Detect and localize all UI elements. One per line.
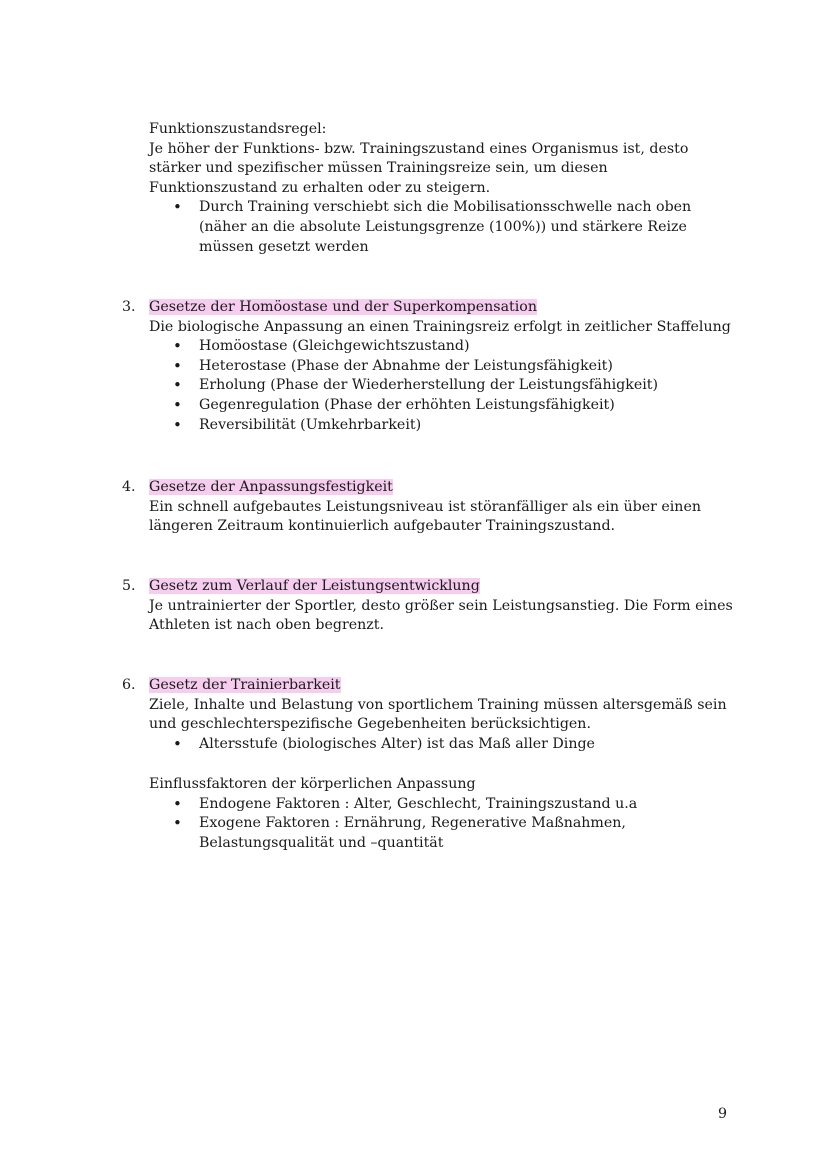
- intro-line: stärker und spezifischer müssen Trainingsreize sein, um diesen: [149, 160, 608, 177]
- factors-block: [149, 775, 749, 853]
- section5-block: [149, 577, 749, 636]
- section3-number: 3.: [122, 299, 136, 315]
- section3-heading: Gesetze der Homöostase und der Superkompensation: [149, 299, 537, 315]
- section5-line: Athleten ist nach oben begrenzt.: [149, 617, 384, 634]
- section4-line: Ein schnell aufgebautes Leistungsniveau ist störanfälliger als ein über einen: [149, 498, 701, 515]
- factors-bullet-line: Belastungsqualität und –quantität: [199, 834, 444, 851]
- section6-number: 6.: [122, 677, 136, 693]
- section3-bullet: • Gegenregulation (Phase der erhöhten Leistungsfähigkeit): [149, 396, 749, 416]
- intro-line: Funktionszustand zu erhalten oder zu steigern.: [149, 179, 491, 196]
- section3-block: [149, 298, 749, 435]
- section6-bullet: • Altersstufe (biologisches Alter) ist das Maß aller Dinge: [149, 735, 749, 755]
- intro-bullet: [149, 198, 749, 257]
- section3-text: Die biologische Anpassung an einen Trainingsreiz erfolgt in zeitlicher Staffelung: [149, 318, 731, 335]
- section5-line: Je untrainierter der Sportler, desto größer sein Leistungsanstieg. Die Form eines: [149, 597, 733, 614]
- section3-bullet-list: [149, 337, 749, 435]
- intro-bullet-line: müssen gesetzt werden: [199, 238, 369, 255]
- section3-bullet: • Homöostase (Gleichgewichtszustand): [149, 337, 749, 357]
- factors-title: Einflussfaktoren der körperlichen Anpassung: [149, 776, 476, 792]
- section4-block: [149, 478, 749, 537]
- section6-heading: Gesetz der Trainierbarkeit: [149, 677, 341, 693]
- section3-bullet: • Reversibilität (Umkehrbarkeit): [149, 416, 749, 436]
- section5-number: 5.: [122, 578, 136, 594]
- factors-bullet-line: • Exogene Faktoren : Ernährung, Regenerative Maßnahmen,: [199, 815, 626, 832]
- intro-title: Funktionszustandsregel:: [149, 121, 327, 137]
- section3-bullet: • Heterostase (Phase der Abnahme der Leistungsfähigkeit): [149, 357, 749, 377]
- factors-bullet: • Endogene Faktoren : Alter, Geschlecht, Trainingszustand u.a: [149, 795, 749, 815]
- section4-line: längeren Zeitraum kontinuierlich aufgebauter Trainingszustand.: [149, 518, 616, 535]
- factors-bullet-list: [149, 795, 749, 854]
- section5-heading: Gesetz zum Verlauf der Leistungsentwicklung: [149, 578, 480, 594]
- page-number: 9: [718, 1106, 728, 1122]
- section6-bullet-list: [149, 735, 749, 755]
- factors-bullet: [149, 814, 749, 853]
- intro-bullet-line: • Durch Training verschiebt sich die Mobilisationsschwelle nach oben: [199, 199, 692, 216]
- intro-block: [149, 120, 749, 257]
- section6-line: und geschlechterspezifische Gegebenheiten berücksichtigen.: [149, 716, 591, 733]
- section3-bullet: • Erholung (Phase der Wiederherstellung der Leistungsfähigkeit): [149, 376, 749, 396]
- intro-bullet-line: (näher an die absolute Leistungsgrenze (100%)) und stärkere Reize: [199, 218, 687, 235]
- section6-line: Ziele, Inhalte und Belastung von sportlichem Training müssen altersgemäß sein: [149, 696, 727, 713]
- intro-line: Je höher der Funktions- bzw. Trainingszustand eines Organismus ist, desto: [149, 140, 689, 157]
- section4-number: 4.: [122, 479, 136, 495]
- section4-heading: Gesetze der Anpassungsfestigkeit: [149, 479, 393, 495]
- section6-block: [149, 676, 749, 754]
- intro-bullet-list: [149, 198, 749, 257]
